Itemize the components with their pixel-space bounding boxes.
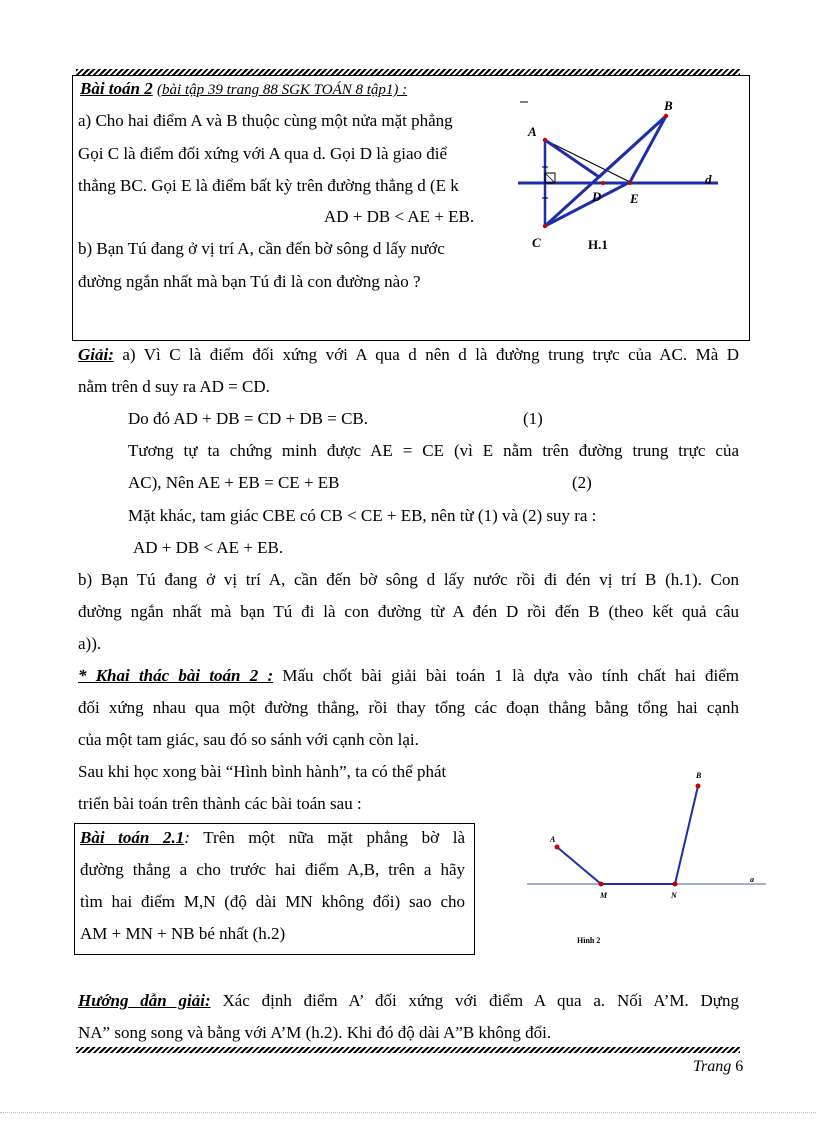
explore-l2: đối xứng nhau qua một đường thẳng, rồi thay tổng các đoạn thẳng bằng tổng hai cạnh bbox=[78, 698, 739, 717]
explore-l1-text: Mấu chốt bài giải bài toán 1 là dựa vào tính chất hai điểm bbox=[282, 666, 739, 685]
hint-label: Hướng dẫn giải: bbox=[78, 991, 211, 1010]
solution-l7: AD + DB < AE + EB. bbox=[133, 538, 284, 557]
problem-2-a4: AD + DB < AE + EB. bbox=[324, 207, 475, 226]
fig2-label-M: M bbox=[600, 891, 608, 900]
explore-l4: Sau khi học xong bài “Hình bình hành”, ta có thể phát bbox=[78, 762, 447, 781]
figure-2 bbox=[520, 765, 770, 955]
page-word: Trang bbox=[693, 1058, 732, 1075]
problem-2-ref: (bài tập 39 trang 88 SGK TOÁN 8 tập1) : bbox=[157, 82, 408, 98]
solution-l3: Do đó AD + DB = CD + DB = CB. bbox=[128, 409, 369, 428]
solution-l10: a)). bbox=[78, 634, 102, 653]
problem-2-heading bbox=[80, 79, 407, 100]
explore-l1 bbox=[78, 666, 739, 686]
solution-l9: đường ngắn nhất mà bạn Tú đi là con đường từ A đén D rồi đến B (theo kết quả câu bbox=[78, 602, 739, 621]
explore-l3: của một tam giác, sau đó so sánh với cạnh còn lại. bbox=[78, 730, 419, 749]
solution-l4: Tương tự ta chứng minh được AE = CE (vì E nằm trên đường trung trực của bbox=[128, 441, 739, 460]
fig1-label-B: B bbox=[664, 98, 673, 113]
problem-2-a3: thẳng BC. Gọi E là điểm bất kỳ trên đường thẳng d (E k bbox=[78, 176, 459, 195]
hint-l2: NA” song song và bằng với A’M (h.2). Khi đó độ dài A”B không đổi. bbox=[78, 1023, 552, 1042]
problem-2-b2: đường ngắn nhất mà bạn Tú đi là con đường nào ? bbox=[78, 272, 421, 291]
solution-l8: b) Bạn Tú đang ở vị trí A, cần đến bờ sông d lấy nước rồi đi đén vị trí B (h.1). Con bbox=[78, 570, 739, 589]
figure-1 bbox=[508, 94, 738, 264]
fig1-label-D: D bbox=[592, 189, 602, 204]
fig2-label-N: N bbox=[671, 891, 677, 900]
solution-l1 bbox=[78, 345, 739, 365]
hint-l1 bbox=[78, 991, 739, 1011]
fig2-caption: Hình 2 bbox=[577, 936, 601, 945]
problem-2-1-l4: AM + MN + NB bé nhất (h.2) bbox=[80, 924, 286, 943]
fig1-label-E: E bbox=[630, 191, 639, 206]
page-edge bbox=[0, 1112, 816, 1113]
hint-l1-text: Xác định điểm A’ đối xứng với điểm A qua a. Nối A’M. Dựng bbox=[222, 991, 739, 1010]
solution-l3-num: (1) bbox=[523, 409, 543, 428]
explore-label: * Khai thác bài toán 2 : bbox=[78, 666, 274, 685]
problem-2-1-l2: đường thẳng a cho trước hai điểm A,B, trên a hãy bbox=[80, 860, 465, 879]
problem-2-a1: a) Cho hai điểm A và B thuộc cùng một nửa mặt phẳng bbox=[78, 111, 453, 130]
fig2-label-B: B bbox=[696, 771, 702, 780]
page-number: 6 bbox=[735, 1058, 744, 1075]
problem-2-1-colon: : bbox=[184, 828, 190, 847]
solution-l1-text: a) Vì C là điểm đối xứng với A qua d nên d là đường trung trực của AC. Mà D bbox=[122, 345, 739, 364]
solution-l5-num: (2) bbox=[572, 473, 592, 492]
fig2-label-A: A bbox=[550, 835, 556, 844]
solution-l2: nằm trên d suy ra AD = CD. bbox=[78, 377, 270, 396]
problem-2-1-l1 bbox=[80, 828, 465, 848]
problem-2-b1: b) Bạn Tú đang ở vị trí A, cần đến bờ sông d lấy nước bbox=[78, 239, 445, 258]
fig1-label-C: C bbox=[532, 235, 541, 250]
fig1-caption: H.1 bbox=[588, 237, 608, 252]
solution-label: Giải: bbox=[78, 345, 114, 364]
page-footer bbox=[693, 1057, 743, 1077]
solution-l6: Mặt khác, tam giác CBE có CB < CE + EB, nên từ (1) và (2) suy ra : bbox=[128, 506, 597, 525]
problem-2-1-l1-text: Trên một nữa mặt phẳng bờ là bbox=[203, 828, 465, 847]
problem-2-title: Bài toán 2 bbox=[80, 79, 153, 98]
fig1-label-A: A bbox=[528, 124, 537, 139]
problem-2-1-l3: tìm hai điểm M,N (độ dài MN không đổi) sao cho bbox=[80, 892, 465, 911]
problem-2-a2: Gọi C là điểm đối xứng với A qua d. Gọi D là giao điể bbox=[78, 144, 448, 163]
bottom-border bbox=[76, 1047, 740, 1053]
fig1-label-d: d bbox=[705, 172, 712, 187]
problem-2-1-label: Bài toán 2.1 bbox=[80, 828, 185, 847]
fig2-label-a: a bbox=[750, 875, 754, 884]
solution-l5: AC), Nên AE + EB = CE + EB bbox=[128, 473, 340, 492]
explore-l5: triển bài toán trên thành các bài toán sau : bbox=[78, 794, 362, 813]
